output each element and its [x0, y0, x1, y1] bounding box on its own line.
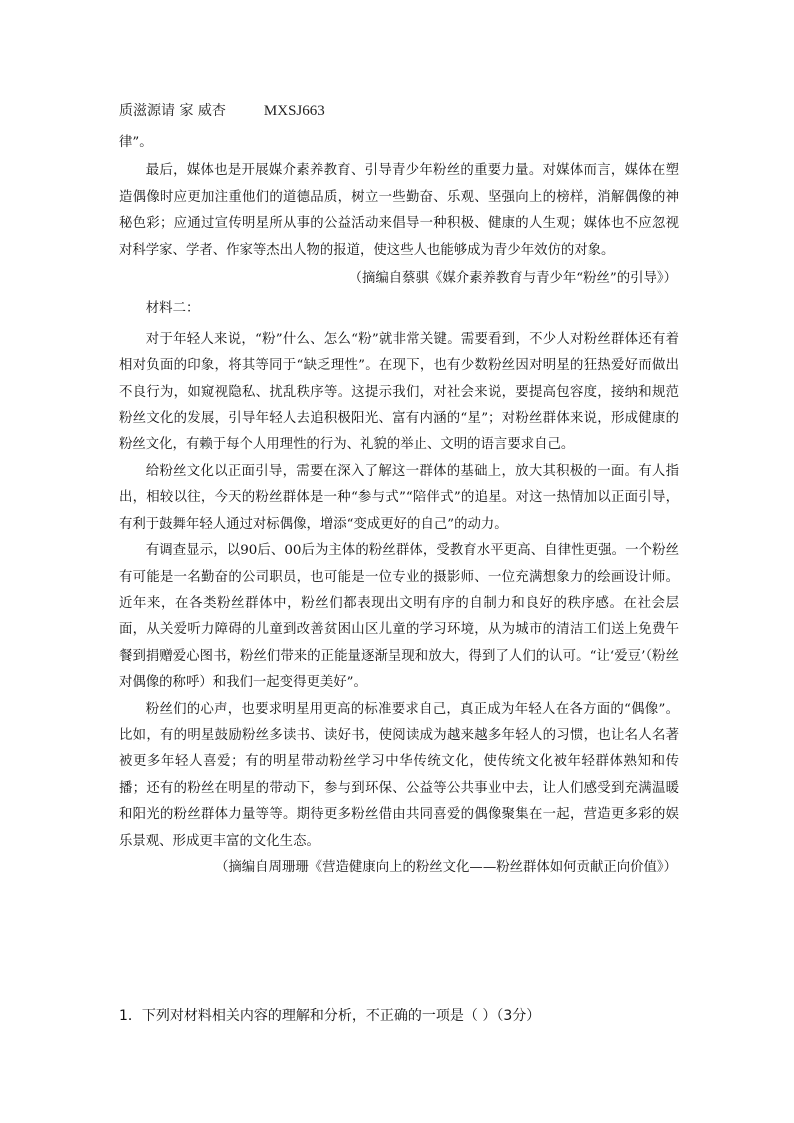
article-body	[119, 130, 679, 881]
page-header	[119, 100, 325, 120]
question-1: 1．下列对材料相关内容的理解和分析，不正确的一项是（ ）（3分）	[119, 1008, 541, 1024]
paragraph-survey: 有调查显示，以90后、00后为主体的粉丝群体，受教育水平更高、自律性更强。一个粉丝有可能是一名勤奋的公司职员，也可能是一位专业的摄影师、一位充满想象力的绘画设计师。近年来，在各类粉丝群体中，粉丝们都表现出文明有序的自制力和良好的秩序感。在社会层面，从关爱听力障碍的儿童到改善贫困山区儿童的学习环境，从为城市的清洁工们送上免费午餐到捐赠爱心图书，粉丝们带来的正能量逐渐呈现和放大，得到了人们的认可。“让‘爱豆’（粉丝对偶像的称呼）和我们一起变得更美好”。	[119, 543, 679, 691]
paragraph-young-people: 对于年轻人来说，“粉”什么、怎么“粉”就非常关键。需要看到，不少人对粉丝群体还有着相对负面的印象，将其等同于“缺乏理性”。在现下，也有少数粉丝因对明星的狂热爱好而做出不良行为，如窥视隐私、扰乱秩序等。这提示我们，对社会来说，要提高包容度，接纳和规范粉丝文化的发展，引导年轻人去追积极阳光、富有内涵的“星”；对粉丝群体来说，形成健康的粉丝文化，有赖于每个人用理性的行为、礼貌的举止、文明的语言要求自己。	[119, 331, 679, 453]
source-citation-2: （摘编自周珊珊《营造健康向上的粉丝文化——粉丝群体如何贡献正向价值》）	[215, 859, 677, 875]
paragraph-fans-voice: 粉丝们的心声，也要求明星用更高的标准要求自己，真正成为年轻人在各方面的“偶像”。比如，有的明星鼓励粉丝多读书、读好书，使阅读成为越来越多年轻人的习惯，也让名人名著被更多年轻人喜爱；有的明星带动粉丝学习中华传统文化，使传统文化被年轻群体熟知和传播；还有的粉丝在明星的带动下，参与到环保、公益等公共事业中去，让人们感受到充满温暖和阳光的粉丝群体力量等等。期待更多粉丝借由共同喜爱的偶像聚集在一起，营造更多彩的娱乐景观、形成更丰富的文化生态。	[119, 701, 679, 849]
paragraph-media-role: 最后，媒体也是开展媒介素养教育、引导青少年粉丝的重要力量。对媒体而言，媒体在塑造偶像时应更加注重他们的道德品质，树立一些勤奋、乐观、坚强向上的榜样，消解偶像的神秘色彩；应通过宣传明星所从事的公益活动来倡导一种积极、健康的人生观；媒体也不应忽视对科学家、学者、作家等杰出人物的报道，使这些人也能够成为青少年效仿的对象。	[119, 163, 679, 258]
paragraph-continuation: 律”。	[119, 135, 153, 150]
document-code: MXSJ663	[263, 103, 325, 119]
paragraph-positive-guidance: 给粉丝文化以正面引导，需要在深入了解这一群体的基础上，放大其积极的一面。有人指出，相较以往，今天的粉丝群体是一种“参与式”“陪伴式”的追星。对这一热情加以正面引导，有利于鼓舞年轻人通过对标偶像，增添“变成更好的自己”的动力。	[119, 463, 679, 532]
source-citation-1: （摘编自蔡骐《媒介素养教育与青少年“粉丝”的引导》）	[348, 271, 677, 287]
material-two-label: 材料二：	[145, 301, 200, 317]
header-text: 质滋源请 家 威杏	[119, 103, 226, 119]
